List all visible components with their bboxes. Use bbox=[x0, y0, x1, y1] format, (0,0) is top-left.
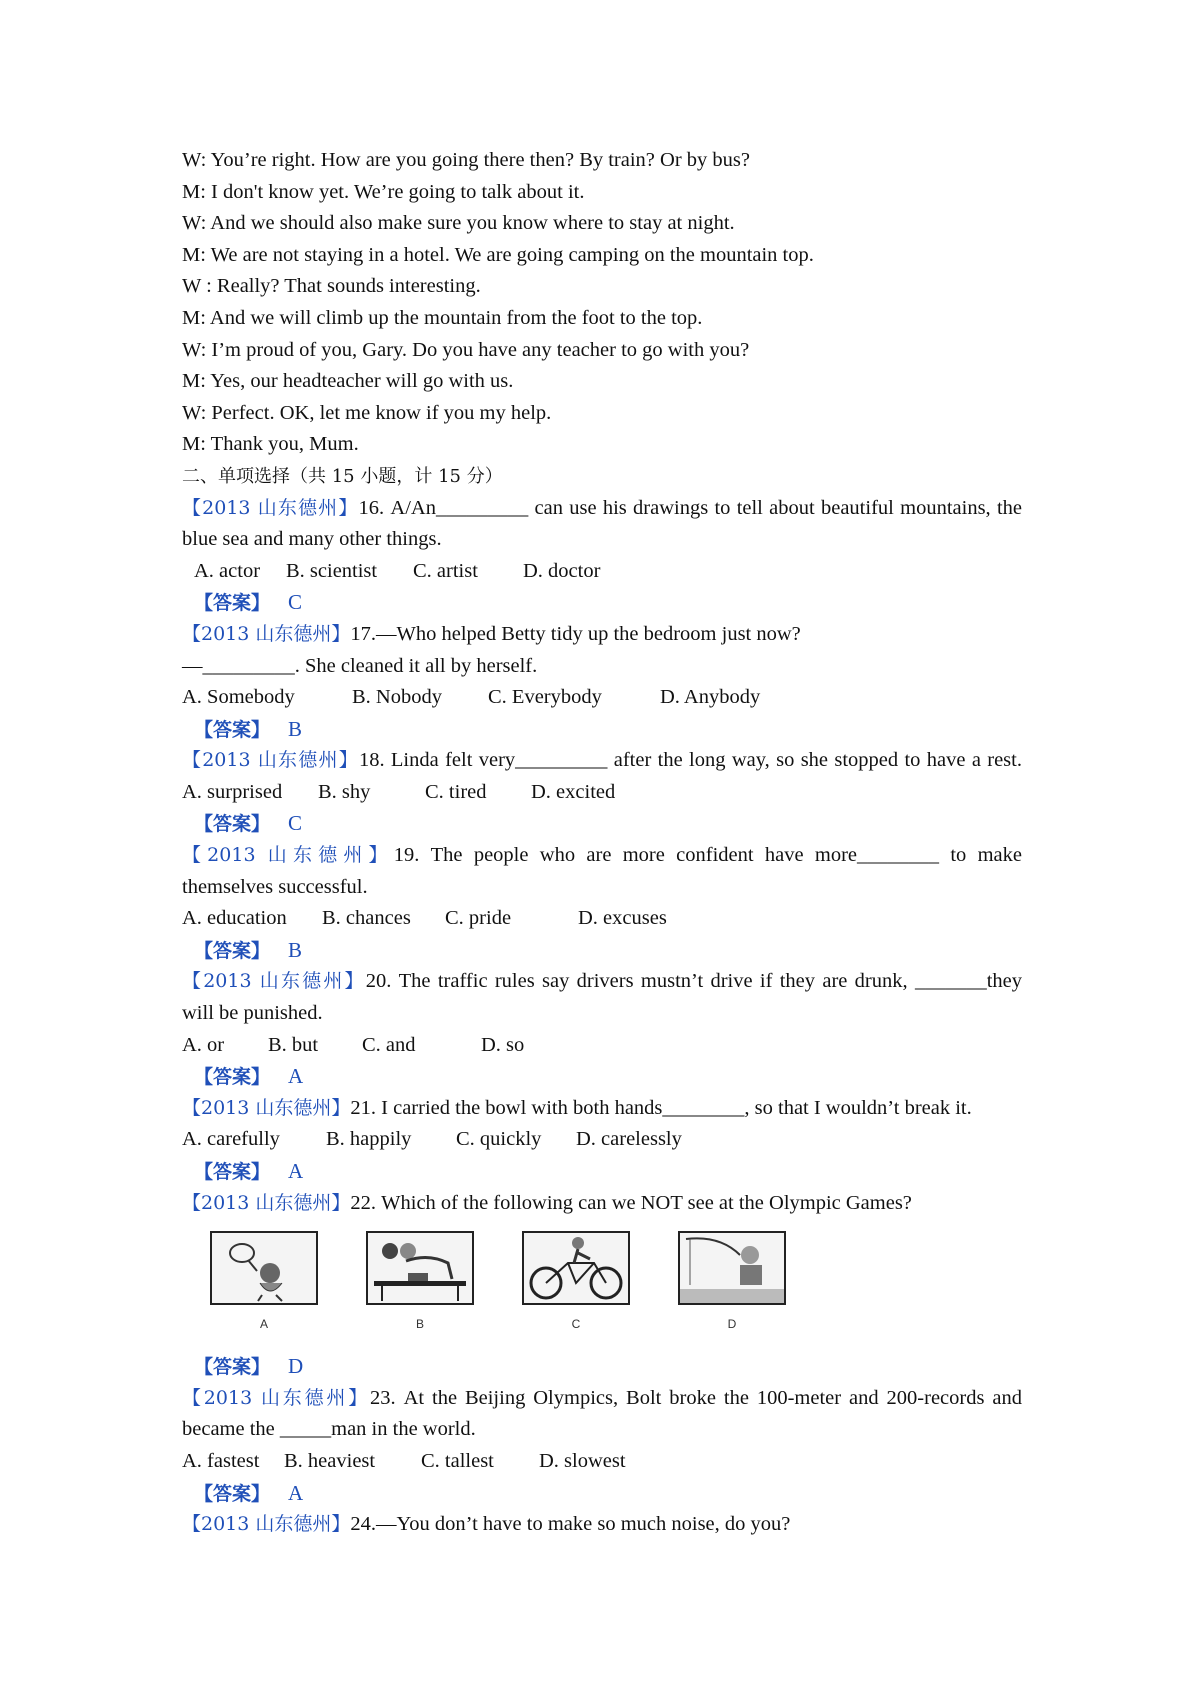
options-row bbox=[182, 1124, 1022, 1156]
answer-label: 【答案】 bbox=[194, 1356, 271, 1379]
option-d: D. doctor bbox=[523, 559, 601, 582]
dialogue-line: W: Perfect. OK, let me know if you my help. bbox=[182, 401, 552, 424]
answer-row bbox=[182, 1351, 1022, 1383]
option-d: D. so bbox=[481, 1033, 525, 1056]
option-a: A. actor bbox=[194, 559, 261, 582]
option-c: C. Everybody bbox=[488, 686, 602, 709]
options-row bbox=[182, 556, 1022, 588]
question-stem: 【2013 山东德州】16. A/An_________ can use his drawings to tell about beautiful mountains, the bbox=[182, 496, 1022, 519]
answer-label: 【答案】 bbox=[194, 718, 271, 741]
answer-label: 【答案】 bbox=[194, 1066, 271, 1089]
dialogue-line: M: Thank you, Mum. bbox=[182, 433, 359, 456]
table-tennis-icon bbox=[368, 1233, 472, 1303]
answer-row bbox=[182, 808, 1022, 840]
question-stem: 【2013 山东德州】23. At the Beijing Olympics, Bolt broke the 100-meter and 200-records and bbox=[182, 1386, 1022, 1409]
question-stem-cont: themselves successful. bbox=[182, 875, 368, 898]
question-source: 【2013 山东德州】 bbox=[182, 1096, 351, 1119]
picture-label: D bbox=[727, 1317, 737, 1332]
question-19 bbox=[182, 840, 1022, 966]
question-source: 【2013 山东德州】 bbox=[182, 1513, 351, 1536]
option-b: B. chances bbox=[322, 907, 411, 930]
dialogue-line: W : Really? That sounds interesting. bbox=[182, 275, 481, 298]
question-23 bbox=[182, 1383, 1022, 1509]
option-d: D. excited bbox=[531, 780, 616, 803]
answer-value: A bbox=[288, 1159, 304, 1183]
answer-label: 【答案】 bbox=[194, 939, 271, 962]
option-b: B. but bbox=[268, 1033, 319, 1056]
question-source: 【2013 山东德州】 bbox=[182, 749, 359, 772]
dialogue-line: M: And we will climb up the mountain from the foot to the top. bbox=[182, 306, 703, 329]
question-stem-cont: became the _____man in the world. bbox=[182, 1418, 476, 1441]
question-18 bbox=[182, 745, 1022, 840]
question-stem-cont: blue sea and many other things. bbox=[182, 528, 442, 551]
option-a: A. or bbox=[182, 1033, 225, 1056]
question-source: 【2013 山东德州】 bbox=[182, 622, 351, 645]
question-source: 【2013 山东德州】 bbox=[182, 1191, 351, 1214]
options-row bbox=[182, 1030, 1022, 1062]
picture-b-table-tennis bbox=[366, 1231, 474, 1332]
fishing-icon bbox=[680, 1233, 784, 1303]
answer-row bbox=[182, 714, 1022, 746]
picture-label: A bbox=[259, 1317, 268, 1332]
question-source: 【2013 山东德州】 bbox=[182, 844, 394, 867]
answer-row bbox=[182, 587, 1022, 619]
option-a: A. Somebody bbox=[182, 686, 295, 709]
dialogue-line: M: I don't know yet. We’re going to talk about it. bbox=[182, 180, 585, 203]
question-17 bbox=[182, 619, 1022, 745]
options-row bbox=[182, 777, 1022, 809]
answer-row bbox=[182, 1478, 1022, 1510]
question-stem-cont: —_________. She cleaned it all by herself. bbox=[182, 654, 538, 677]
answer-row bbox=[182, 935, 1022, 967]
dialogue-line: M: We are not staying in a hotel. We are going camping on the mountain top. bbox=[182, 243, 814, 266]
answer-value: A bbox=[288, 1480, 304, 1505]
question-stem: 【2013 山东德州】24.—You don’t have to make so much noise, do you? bbox=[182, 1513, 791, 1536]
picture-options bbox=[210, 1231, 1022, 1351]
picture-label: B bbox=[415, 1317, 424, 1332]
option-c: C. tired bbox=[425, 780, 487, 803]
picture-d-fishing bbox=[678, 1231, 786, 1332]
question-source: 【2013 山东德州】 bbox=[182, 970, 366, 993]
question-21 bbox=[182, 1093, 1022, 1188]
options-row bbox=[182, 903, 1022, 935]
question-stem: 【2013 山东德州】21. I carried the bowl with both hands________, so that I wouldn’t break it. bbox=[182, 1096, 972, 1119]
options-row bbox=[182, 682, 1022, 714]
answer-row bbox=[182, 1156, 1022, 1188]
option-a: A. surprised bbox=[182, 780, 283, 803]
answer-value: C bbox=[288, 590, 303, 615]
answer-value: D bbox=[288, 1354, 304, 1379]
answer-label: 【答案】 bbox=[194, 813, 271, 836]
option-b: B. scientist bbox=[286, 559, 378, 582]
answer-value: B bbox=[288, 937, 303, 962]
answer-label: 【答案】 bbox=[194, 592, 271, 615]
question-22 bbox=[182, 1188, 1022, 1383]
dialogue-line: W: You’re right. How are you going there then? By train? Or by bus? bbox=[182, 149, 750, 171]
tennis-player-icon bbox=[212, 1233, 316, 1303]
option-b: B. happily bbox=[326, 1128, 412, 1151]
option-d: D. Anybody bbox=[660, 686, 761, 709]
option-c: C. artist bbox=[413, 559, 478, 582]
option-c: C. quickly bbox=[456, 1128, 542, 1151]
answer-value: B bbox=[288, 716, 303, 741]
bicycle-icon bbox=[524, 1233, 628, 1303]
question-24 bbox=[182, 1509, 1022, 1541]
answer-value: A bbox=[288, 1064, 304, 1089]
options-row bbox=[182, 1446, 1022, 1478]
question-stem: 【2013 山东德州】19. The people who are more confident have more________ to make bbox=[182, 844, 1022, 867]
question-stem: 【2013 山东德州】20. The traffic rules say drivers mustn’t drive if they are drunk, _______they bbox=[182, 970, 1022, 993]
question-stem: 【2013 山东德州】18. Linda felt very_________ after the long way, so she stopped to have a rest. bbox=[182, 749, 1022, 772]
question-source: 【2013 山东德州】 bbox=[182, 496, 359, 519]
answer-row bbox=[182, 1061, 1022, 1093]
picture-c-cycling bbox=[522, 1231, 630, 1332]
dialogue-line: M: Yes, our headteacher will go with us. bbox=[182, 370, 514, 393]
option-c: C. pride bbox=[445, 907, 512, 930]
option-b: B. Nobody bbox=[352, 686, 442, 709]
question-20 bbox=[182, 966, 1022, 1092]
section-title: 二、单项选择（共 15 小题，计 15 分） bbox=[182, 465, 503, 487]
question-stem-cont: will be punished. bbox=[182, 1002, 323, 1025]
option-c: C. tallest bbox=[421, 1449, 494, 1472]
document-page bbox=[182, 145, 1022, 1541]
dialogue-line: W: And we should also make sure you know where to stay at night. bbox=[182, 212, 735, 235]
dialogue-line: W: I’m proud of you, Gary. Do you have any teacher to go with you? bbox=[182, 338, 750, 361]
option-d: D. carelessly bbox=[576, 1128, 682, 1151]
question-source: 【2013 山东德州】 bbox=[182, 1386, 371, 1409]
option-a: A. fastest bbox=[182, 1449, 260, 1472]
answer-label: 【答案】 bbox=[194, 1161, 271, 1183]
answer-value: C bbox=[288, 811, 303, 836]
option-a: A. education bbox=[182, 907, 287, 930]
question-stem: 【2013 山东德州】22. Which of the following can we NOT see at the Olympic Games? bbox=[182, 1191, 912, 1214]
option-c: C. and bbox=[362, 1033, 416, 1056]
picture-label: C bbox=[571, 1317, 581, 1332]
question-stem: 【2013 山东德州】17.—Who helped Betty tidy up the bedroom just now? bbox=[182, 622, 801, 645]
option-b: B. heaviest bbox=[284, 1449, 376, 1472]
picture-a-tennis bbox=[210, 1231, 318, 1332]
option-d: D. slowest bbox=[539, 1449, 626, 1472]
option-b: B. shy bbox=[318, 780, 371, 803]
dialogue bbox=[182, 145, 1022, 461]
option-d: D. excuses bbox=[578, 907, 667, 930]
question-16 bbox=[182, 493, 1022, 619]
answer-label: 【答案】 bbox=[194, 1482, 271, 1505]
option-a: A. carefully bbox=[182, 1128, 280, 1151]
